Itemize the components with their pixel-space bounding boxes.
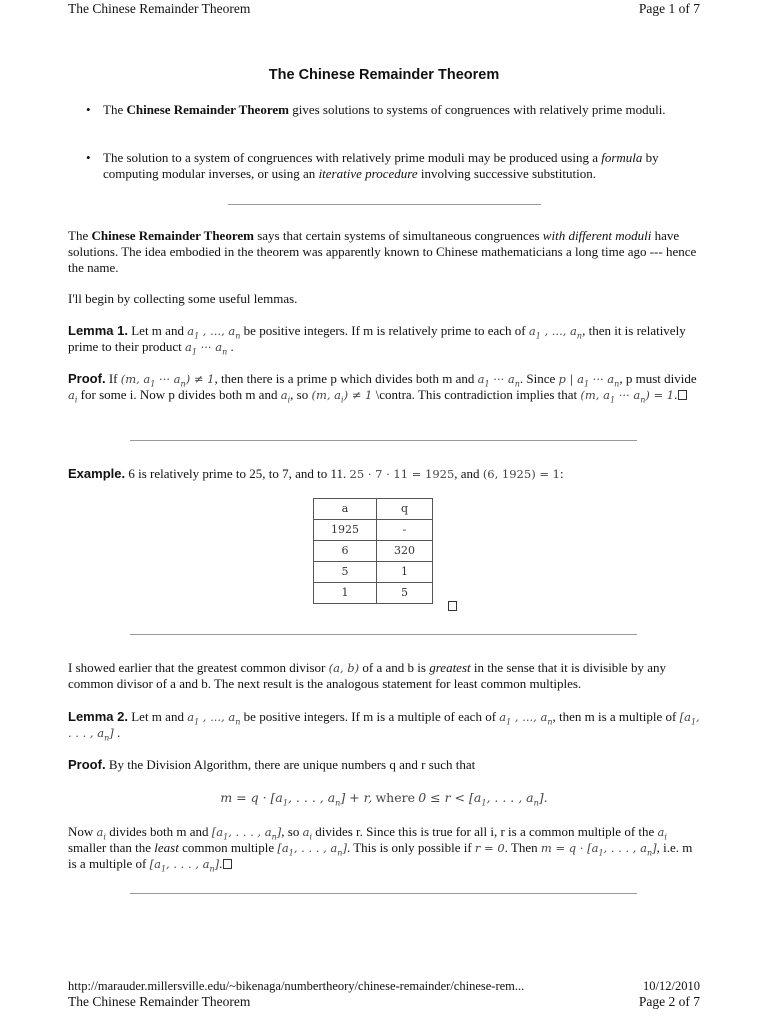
table-cell: 1 [314,583,377,604]
math-expression: 25 · 7 · 11 = 1925 [349,467,455,481]
math-expression: $a_1$ , ..., $a_n$ [499,710,553,727]
euclid-table [313,498,433,604]
intro-paragraph: The Chinese Remainder Theorem says that certain systems of simultaneous congruences with different moduli have solutions. The idea embodied in the theorem was apparently known to Chinese mathematicians a long time ago --- hence the name. [68,228,697,275]
page-header-page-number: Page 1 of 7 [638,1,700,16]
table-row [314,583,433,604]
math-expression: r = 0 [474,841,505,855]
table-cell: 5 [377,583,433,604]
bullet-dot-icon: • [86,102,91,117]
math-expression: $a_i$ [657,825,667,842]
table-cell: 1 [377,562,433,583]
math-expression: (6, 1925) = 1 [482,467,560,481]
qed-box-icon [678,390,687,400]
gcd-paragraph: I showed earlier that the greatest common divisor (a, b) of a and b is greatest in the sense that it is divisible by any common divisor of a and b. The next result is the analogous statement for least common multiples. [68,660,666,691]
table-header-cell: a [314,499,377,520]
math-expression: $a_i$ [68,388,78,405]
math-expression: [$a_1$, . . . , $a_n$] [277,841,347,858]
table-header-row [314,499,433,520]
table-row [314,541,433,562]
table-cell: - [377,520,433,541]
math-expression: (m, $a_1$ ··· $a_n) \ne 1$ [120,372,215,389]
math-expression: $a_1$ ··· $a_n$ [184,340,228,357]
table-cell: 5 [314,562,377,583]
begin-paragraph: I'll begin by collecting some useful lemmas. [68,291,298,306]
lemma-1: Lemma 1. Let m and $a_1$ , ..., $a_n$ be positive integers. If m is relatively prime to each of $a_1$ , ..., $a_n$, then it is relatively prime to their product $a_1$ ··· $a_n$ . [68,323,686,357]
bullet-item-1: • The Chinese Remainder Theorem gives solutions to systems of congruences with relatively prime moduli. [86,102,666,117]
math-expression: $a_i$ [280,388,291,405]
table-row [314,520,433,541]
section-divider [228,204,541,205]
math-expression: $a_1$ , ..., $a_n$ [187,710,241,727]
table-cell: 1925 [314,520,377,541]
math-expression: $a_1$ , ..., $a_n$ [528,324,583,341]
qed-box-icon [223,859,232,869]
math-expression: (a, b) [328,661,360,675]
section-divider [130,893,637,894]
table-cell: 320 [377,541,433,562]
table-cell: 6 [314,541,377,562]
footer-title: The Chinese Remainder Theorem [68,994,251,1009]
section-divider [130,440,637,441]
footer-page-number: Page 2 of 7 [638,994,700,1009]
bullet-item-2: • The solution to a system of congruences with relatively prime moduli may be produced using a formula by computing modular inverses, or using an iterative procedure involving successive substitution. [86,150,659,181]
lemma-2: Lemma 2. Let m and $a_1$ , ..., $a_n$ be positive integers. If m is a multiple of each of $a_1$ , ..., $a_n$, then m is a multiple of [$a_1$, . . . , $a_n$] . [68,709,700,743]
table-header-cell: q [377,499,433,520]
now-paragraph: Now $a_i$ divides both m and [$a_1$, . . . , $a_n$], so $a_i$ divides r. Since this is true for all i, r is a common multiple of the $a_i$ smaller than the least common multiple [$a_1$, . . . , $a_n$]. This is only possible if r = 0. Then $m = q \cdot [a_1$, . . . , $a_n$], i.e. m is a multiple of [$a_1$, . . . , $a_n$]. [68,824,693,874]
math-expression: [$a_1$, . . . , $a_n$] [211,825,282,842]
bullet-dot-icon: • [86,150,91,165]
math-expression: [$a_1$, . . . , $a_n$] [149,857,220,874]
math-expression: $a_1$ ··· $a_n$ [477,372,520,389]
math-expression: $a_i$ [302,825,312,842]
proof-2: Proof. By the Division Algorithm, there are unique numbers q and r such that [68,757,476,772]
math-expression: [$a_1$, . . . , $a_n$] [68,710,700,743]
qed-box-icon [447,598,457,614]
table-row [314,562,433,583]
math-expression: p | $a_1$ ··· $a_n$ [558,372,620,389]
math-expression: (m, $a_i) \ne 1$ [311,388,373,405]
example: Example. 6 is relatively prime to 25, to 7, and to 11. 25 · 7 · 11 = 1925, and (6, 1925) = 1: [68,466,564,481]
math-expression: $m = q \cdot [a_1$, . . . , $a_n$] [540,841,657,858]
math-expression: (m, $a_1$ ··· $a_n) = 1$ [580,388,675,405]
math-expression: $a_i$ [96,825,106,842]
page-header-title: The Chinese Remainder Theorem [68,1,251,16]
footer-date: 10/12/2010 [643,979,700,993]
footer-url[interactable]: http://marauder.millersville.edu/~bikenaga/numbertheory/chinese-remainder/chinese-rem... [68,979,525,993]
section-divider [130,634,637,635]
math-expression: $a_1$ , ..., $a_n$ [187,324,241,341]
page-title: The Chinese Remainder Theorem [268,67,500,83]
display-equation: $m = q \cdot [a_1$, . . . , $a_n] + r$, where $0 \le r < [a_1$, . . . , $a_n$]. [220,790,548,808]
proof-1: Proof. If (m, $a_1$ ··· $a_n) \ne 1$, then there is a prime p which divides both m and $a_1$ ··· $a_n$. Since p | $a_1$ ··· $a_n$, p must divide $a_i$ for some i. Now p divides both m and $a_i$, so (m, $a_i) \ne 1$ \contra. This contradiction implies that (m, $a_1$ ··· $a_n) = 1$. [68,371,697,405]
